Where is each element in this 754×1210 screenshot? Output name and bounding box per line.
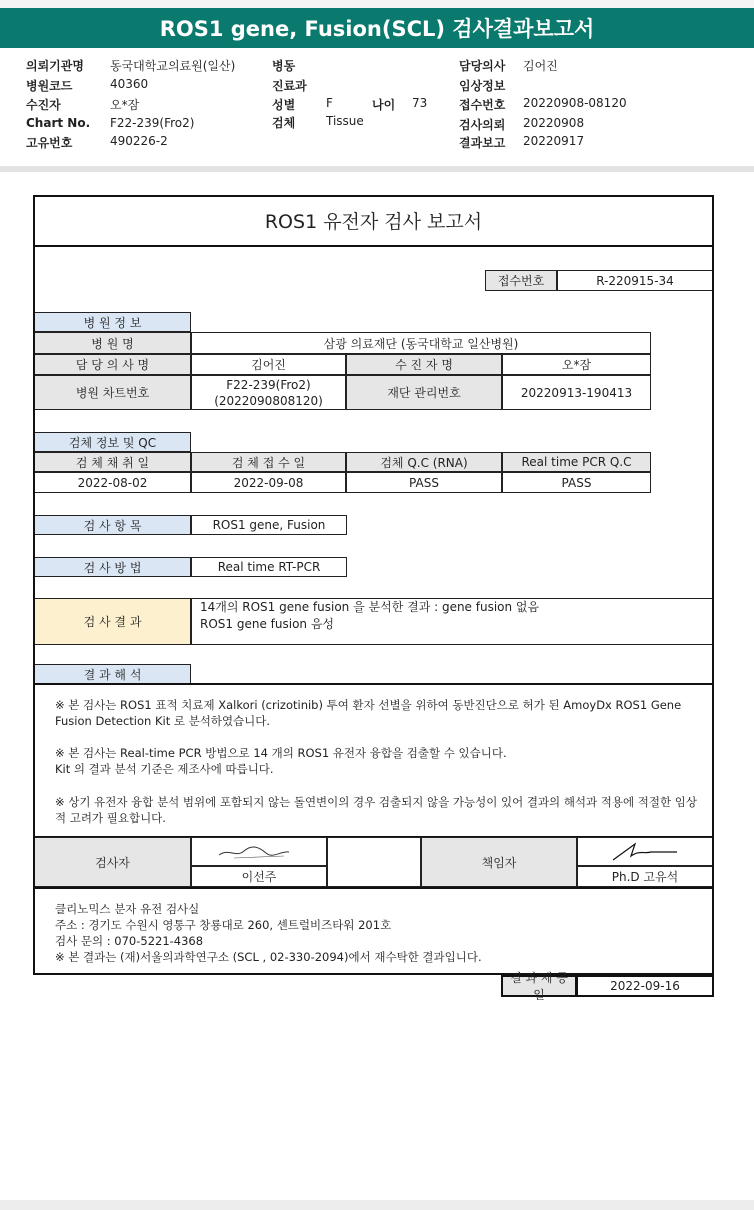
interpretation-top-rule	[35, 683, 712, 685]
note-line: ※ 상기 유전자 융합 분석 범위에 포함되지 않는 돌연변이의 경우 검출되지 않을 가능성이 있어 결과의 해석과 적용에 적절한 임상	[55, 795, 697, 809]
info-label-hospital-code: 병원코드	[26, 79, 73, 93]
test-method-value: Real time RT-PCR	[191, 557, 347, 577]
info-label-unique-id: 고유번호	[26, 136, 73, 150]
report-sheet	[0, 172, 754, 1200]
chart-number-label: 병원 차트번호	[35, 375, 191, 410]
tester-signature	[191, 837, 327, 866]
management-number-label: 재단 관리번호	[346, 375, 502, 410]
receive-date-value: 2022-09-08	[191, 472, 346, 493]
manager-signature	[577, 837, 712, 866]
info-label-request-date: 검사의뢰	[459, 118, 506, 132]
report-header-title: ROS1 gene, Fusion(SCL) 검사결과보고서	[0, 8, 754, 48]
info-label-ward: 병동	[272, 59, 296, 73]
report-frame	[33, 195, 714, 975]
info-label-requesting-org: 의뢰기관명	[26, 59, 84, 73]
lab-name: 클리노믹스 분자 유전 검사실	[55, 902, 200, 916]
test-result-value	[191, 598, 712, 645]
lab-note: ※ 본 결과는 (재)서울의과학연구소 (SCL , 02-330-2094)에서 재수탁한 결과입니다.	[55, 950, 482, 964]
chart-number-value	[191, 375, 346, 410]
receive-date-label: 검 체 접 수 일	[191, 452, 346, 472]
note-line: ※ 본 검사는 Real-time PCR 방법으로 14 개의 ROS1 유전자 융합을 검출할 수 있습니다.	[55, 746, 507, 760]
hospital-name-label: 병 원 명	[35, 332, 191, 354]
bottom-strip	[0, 1200, 754, 1210]
interpretation-label: 결 과 해 석	[35, 664, 191, 684]
info-value-age: 73	[412, 96, 428, 110]
info-label-doctor: 담당의사	[459, 59, 506, 73]
info-value-sex: F	[326, 96, 333, 110]
qc-pcr-label: Real time PCR Q.C	[502, 452, 651, 472]
info-label-patient: 수진자	[26, 98, 61, 112]
info-label-department: 진료과	[272, 79, 307, 93]
hospital-info-section: 병 원 정 보	[35, 312, 191, 332]
note-line: ※ 본 검사는 ROS1 표적 치료제 Xalkori (crizotinib) 투여 환자 선별을 위하여 동반진단으로 허가 된 AmoyDx ROS1 Gene	[55, 698, 682, 712]
info-value-request-date: 20220908	[523, 116, 585, 130]
hospital-name-value: 삼광 의료재단 (동국대학교 일산병원)	[191, 332, 651, 354]
receipt-number-value: R-220915-34	[557, 270, 712, 291]
manager-label: 책임자	[421, 837, 577, 887]
lab-info	[55, 901, 482, 965]
manager-name: Ph.D 고유석	[577, 866, 712, 887]
report-title: ROS1 유전자 검사 보고서	[35, 197, 712, 247]
specimen-section: 검체 정보 및 QC	[35, 432, 191, 452]
interpretation-note-3	[55, 794, 697, 826]
info-value-chart-no: F22-239(Fro2)	[110, 116, 195, 130]
test-item-value: ROS1 gene, Fusion	[191, 515, 347, 535]
lab-info-top-rule	[35, 887, 712, 889]
manager-signature-icon	[605, 840, 685, 864]
qc-pcr-value: PASS	[502, 472, 651, 493]
provided-date-label: 결 과 제 공 일	[501, 975, 577, 997]
note-line: 적 고려가 필요합니다.	[55, 811, 166, 825]
lab-address: 주소 : 경기도 수원시 영통구 창룡대로 260, 센트럴비즈타워 201호	[55, 918, 392, 932]
info-value-specimen: Tissue	[326, 114, 364, 128]
patient-name-value: 오*잠	[502, 354, 651, 375]
chart-number-sub: (2022090808120)	[214, 393, 323, 408]
info-value-requesting-org: 동국대학교의료원(일산)	[110, 59, 236, 73]
top-strip	[0, 0, 754, 8]
info-value-unique-id: 490226-2	[110, 134, 168, 148]
info-label-age: 나이	[372, 98, 396, 112]
tester-name: 이선주	[191, 866, 327, 887]
tester-label: 검사자	[35, 837, 191, 887]
doctor-name-value: 김어진	[191, 354, 346, 375]
chart-number-line: F22-239(Fro2)	[226, 377, 311, 392]
result-line: 14개의 ROS1 gene fusion 을 분석한 결과 : gene fusion 없음	[200, 600, 540, 614]
info-value-hospital-code: 40360	[110, 77, 149, 91]
tester-signature-icon	[214, 842, 304, 862]
qc-rna-label: 검체 Q.C (RNA)	[346, 452, 502, 472]
info-value-report-date: 20220917	[523, 134, 585, 148]
provided-date-value: 2022-09-16	[576, 975, 714, 997]
lab-phone: 검사 문의 : 070-5221-4368	[55, 934, 204, 948]
info-label-sex: 성별	[272, 98, 296, 112]
blank-cell	[327, 837, 421, 887]
info-value-patient: 오*잠	[110, 98, 140, 112]
qc-rna-value: PASS	[346, 472, 502, 493]
test-method-label: 검 사 방 법	[35, 557, 191, 577]
interpretation-note-2	[55, 745, 507, 777]
doctor-name-label: 담 당 의 사 명	[35, 354, 191, 375]
info-label-chart-no: Chart No.	[26, 116, 91, 130]
info-label-clinical-info: 임상정보	[459, 79, 506, 93]
patient-name-label: 수 진 자 명	[346, 354, 502, 375]
info-label-specimen: 검체	[272, 116, 296, 130]
info-value-doctor: 김어진	[523, 59, 558, 73]
test-item-label: 검 사 항 목	[35, 515, 191, 535]
management-number-value: 20220913-190413	[502, 375, 651, 410]
info-value-receipt-no: 20220908-08120	[523, 96, 627, 110]
info-label-receipt-no: 접수번호	[459, 98, 506, 112]
note-line: Kit 의 결과 분석 기준은 제조사에 따릅니다.	[55, 762, 274, 776]
interpretation-note-1	[55, 697, 681, 729]
test-result-label: 검 사 결 과	[35, 598, 191, 645]
info-label-report-date: 결과보고	[459, 136, 506, 150]
patient-info-panel	[0, 48, 754, 166]
result-line: ROS1 gene fusion 음성	[200, 617, 335, 631]
collection-date-value: 2022-08-02	[35, 472, 191, 493]
receipt-number-label: 접수번호	[485, 270, 557, 291]
collection-date-label: 검 체 채 취 일	[35, 452, 191, 472]
note-line: Fusion Detection Kit 로 분석하였습니다.	[55, 714, 271, 728]
